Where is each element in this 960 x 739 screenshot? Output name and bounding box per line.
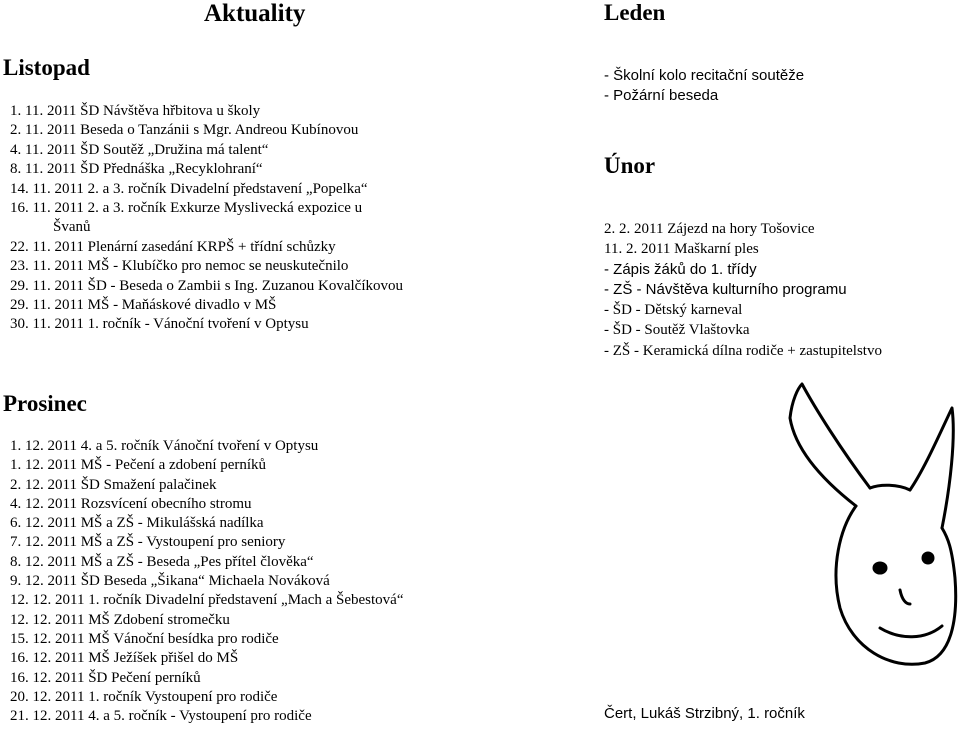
prosinec-list [10, 437, 404, 726]
list-item: 14. 11. 2011 2. a 3. ročník Divadelní představení „Popelka“ [10, 180, 368, 197]
leden-list [604, 66, 804, 106]
page-title: Aktuality [204, 0, 306, 27]
list-item: 23. 11. 2011 MŠ - Klubíčko pro nemoc se neuskutečnilo [10, 258, 349, 275]
list-item: - ŠD - Soutěž Vlaštovka [604, 322, 750, 339]
list-item: 12. 12. 2011 MŠ Zdobení stromečku [10, 611, 230, 628]
list-item: 1. 12. 2011 4. a 5. ročník Vánoční tvoření v Optysu [10, 438, 319, 454]
list-item: 2. 11. 2011 Beseda o Tanzánii s Mgr. Andreou Kubínovou [10, 122, 359, 139]
list-item: - ZŠ - Návštěva kulturního programu [604, 280, 847, 298]
list-item: 20. 12. 2011 1. ročník Vystoupení pro rodiče [10, 688, 278, 705]
list-item: 11. 2. 2011 Maškarní ples [604, 241, 759, 258]
drawing-caption: Čert, Lukáš Strzibný, 1. ročník [604, 705, 805, 722]
list-item: - Zápis žáků do 1. třídy [604, 260, 757, 278]
list-item: 29. 11. 2011 ŠD - Beseda o Zambii s Ing. Zuzanou Kovalčíkovou [10, 277, 403, 294]
list-item: 9. 12. 2011 ŠD Beseda „Šikana“ Michaela Nováková [10, 573, 330, 590]
list-item-continuation: Švanů [53, 219, 91, 236]
list-item: 7. 12. 2011 MŠ a ZŠ - Vystoupení pro seniory [10, 534, 286, 551]
list-item: 1. 11. 2011 ŠD Návštěva hřbitova u školy [10, 103, 261, 119]
list-item: 16. 12. 2011 ŠD Pečení perníků [10, 669, 201, 686]
section-heading-leden: Leden [604, 0, 666, 25]
list-item: 2. 12. 2011 ŠD Smažení palačinek [10, 476, 217, 493]
list-item: - ŠD - Dětský karneval [604, 302, 743, 319]
list-item: 4. 11. 2011 ŠD Soutěž „Družina má talent“ [10, 141, 269, 158]
list-item: 6. 12. 2011 MŠ a ZŠ - Mikulášská nadílka [10, 515, 264, 532]
list-item: 8. 11. 2011 ŠD Přednáška „Recyklohraní“ [10, 161, 263, 178]
unor-list [604, 219, 882, 361]
listopad-list [10, 102, 403, 335]
list-item: 12. 12. 2011 1. ročník Divadelní představení „Mach a Šebestová“ [10, 592, 404, 609]
list-item: 29. 11. 2011 MŠ - Maňáskové divadlo v MŠ [10, 296, 277, 313]
list-item: 21. 12. 2011 4. a 5. ročník - Vystoupení pro rodiče [10, 708, 312, 725]
list-item: 22. 11. 2011 Plenární zasedání KRPŠ + třídní schůzky [10, 238, 336, 255]
section-heading-unor: Únor [604, 153, 656, 178]
list-item: 1. 12. 2011 MŠ - Pečení a zdobení perníků [10, 457, 267, 474]
section-heading-prosinec: Prosinec [3, 391, 87, 416]
section-heading-listopad: Listopad [3, 55, 90, 80]
list-item: - Školní kolo recitační soutěže [604, 67, 805, 84]
list-item: 16. 11. 2011 2. a 3. ročník Exkurze Myslivecká expozice u [10, 199, 363, 216]
list-item: 16. 12. 2011 MŠ Ježíšek přišel do MŠ [10, 650, 239, 667]
hand-drawn-devil-drawing-icon [760, 378, 960, 678]
list-item: 8. 12. 2011 MŠ a ZŠ - Beseda „Pes přítel člověka“ [10, 553, 314, 570]
list-item: 30. 11. 2011 1. ročník - Vánoční tvoření v Optysu [10, 316, 309, 333]
list-item: - ZŠ - Keramická dílna rodiče + zastupitelstvo [604, 342, 882, 359]
list-item: 2. 2. 2011 Zájezd na hory Tošovice [604, 221, 815, 237]
list-item: 15. 12. 2011 MŠ Vánoční besídka pro rodiče [10, 630, 279, 647]
list-item: 4. 12. 2011 Rozsvícení obecního stromu [10, 495, 252, 512]
list-item: - Požární beseda [604, 87, 719, 104]
